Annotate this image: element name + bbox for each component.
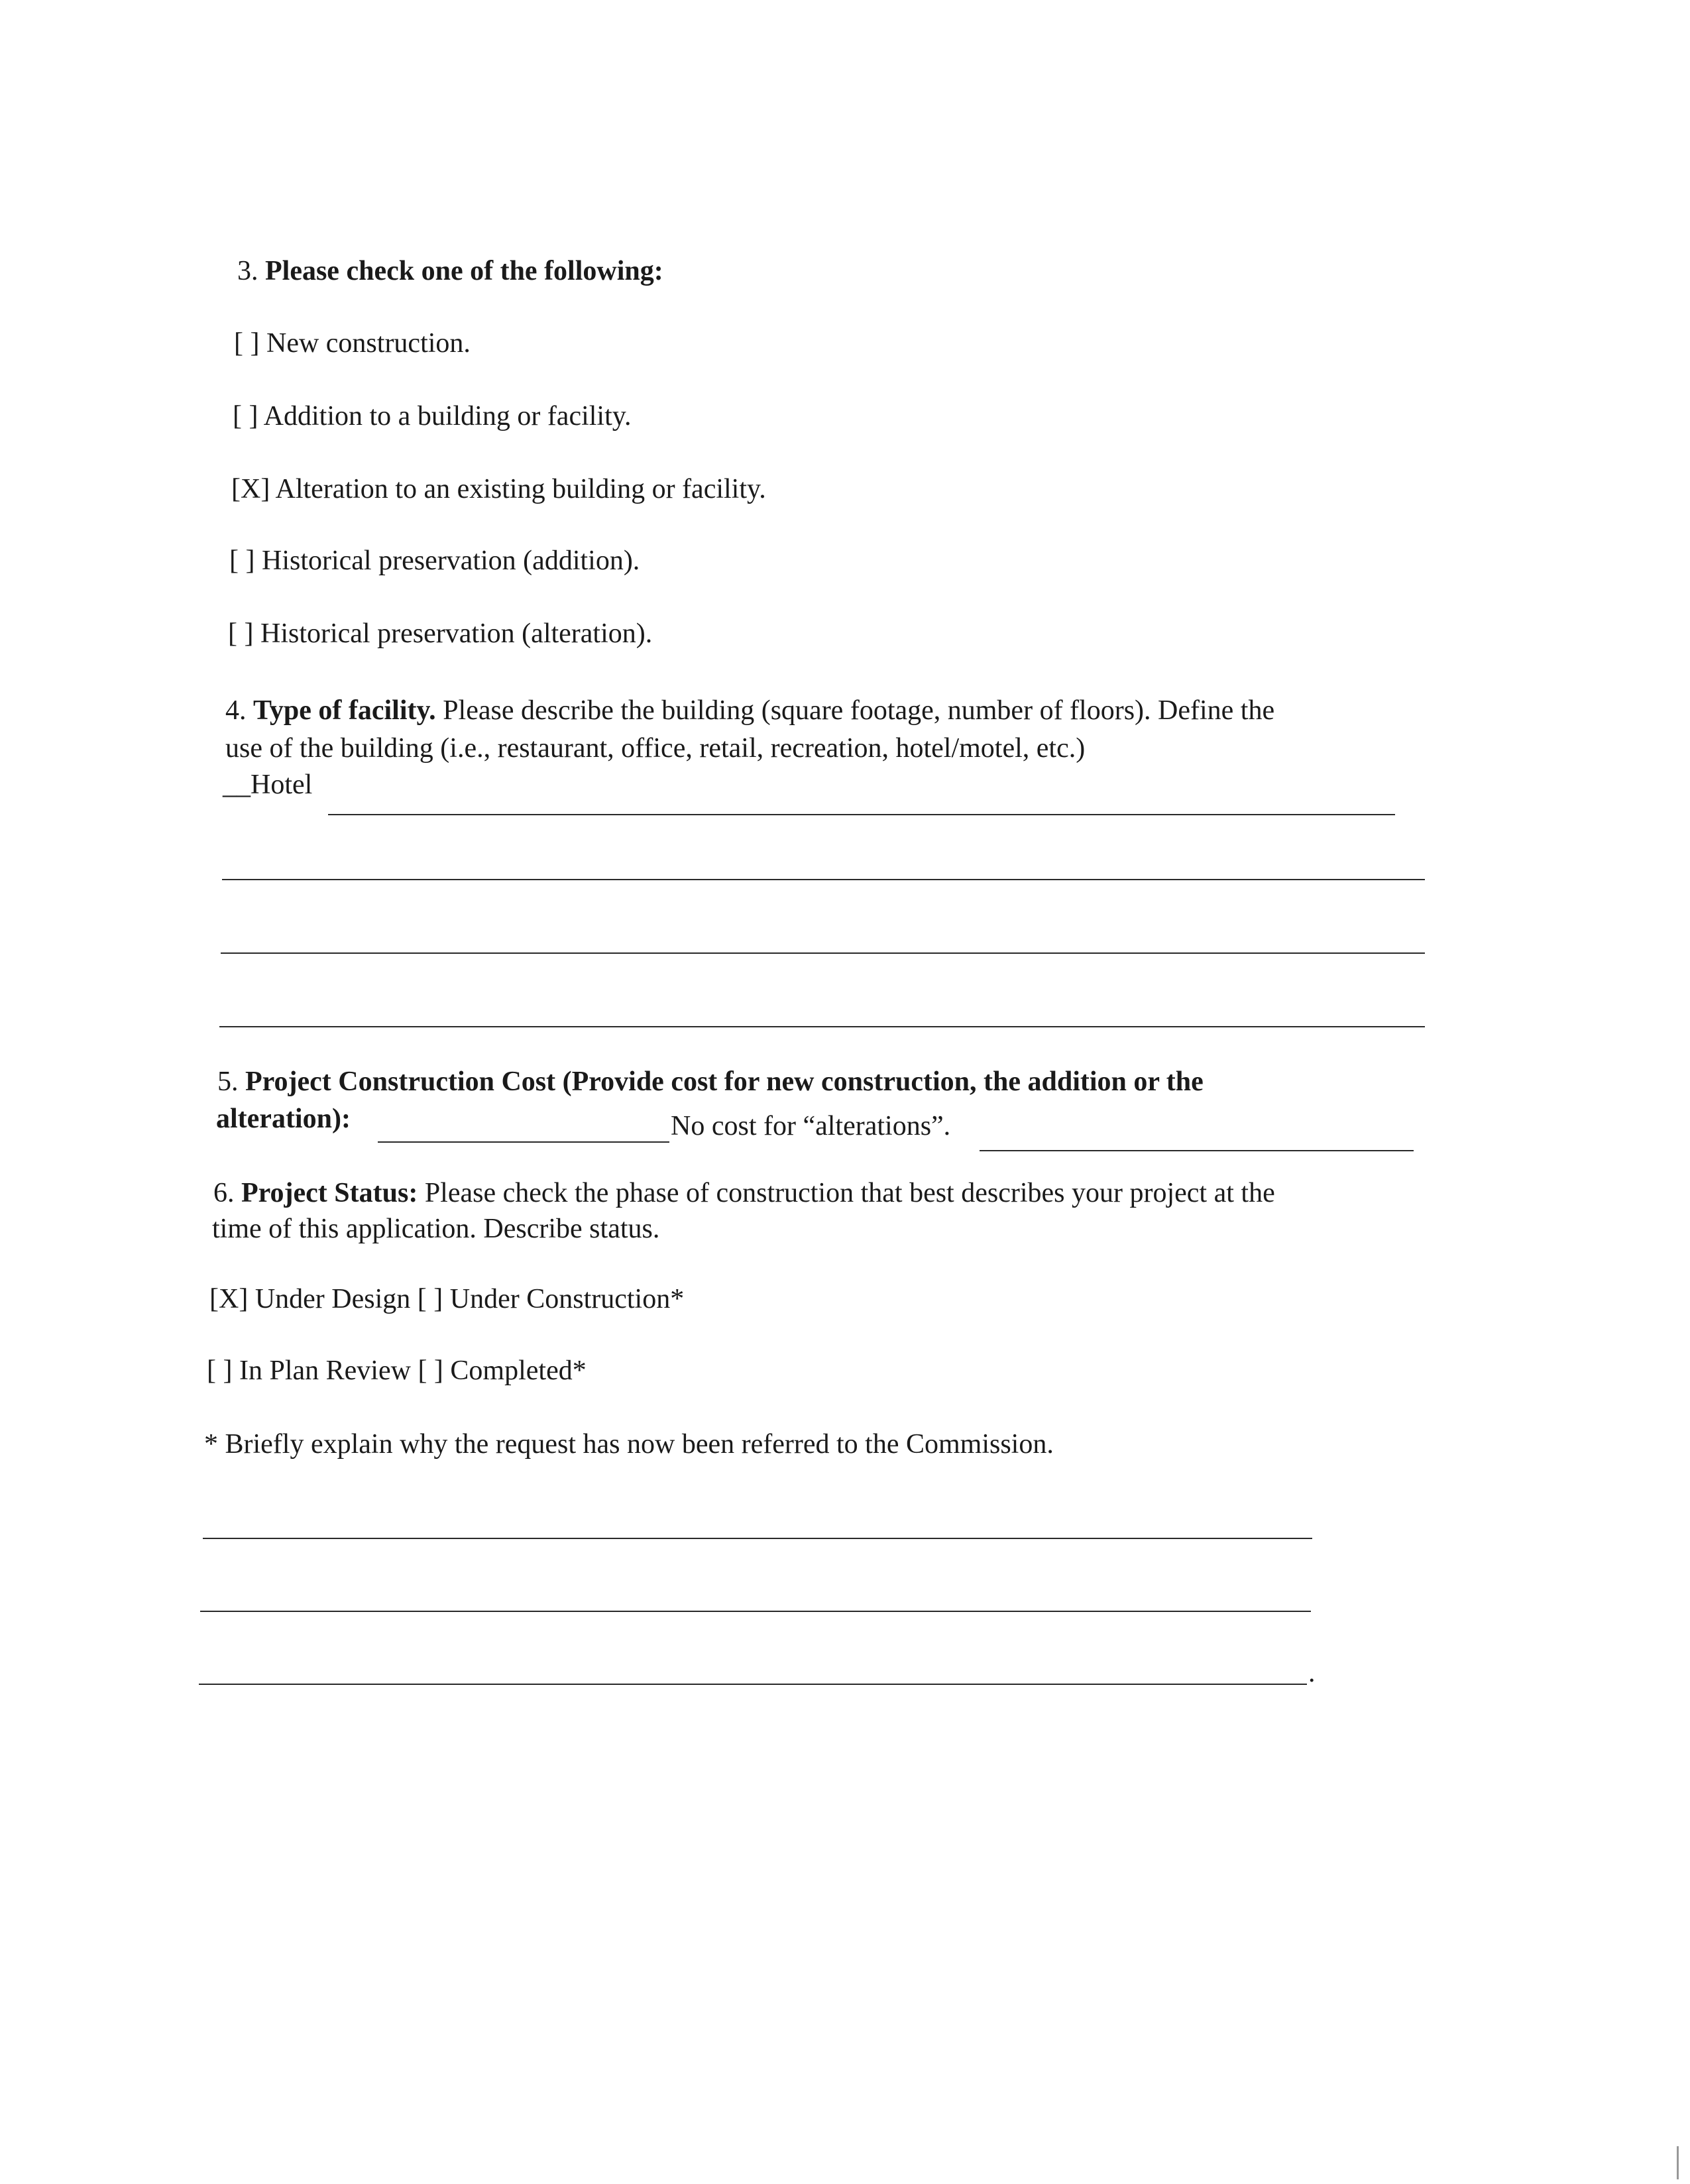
q4-answer-line-4[interactable] (219, 1026, 1425, 1027)
q6-heading: Project Status: (241, 1178, 418, 1208)
q6-number: 6. (213, 1178, 235, 1208)
note-answer-line-1[interactable] (203, 1538, 1312, 1539)
q4-number: 4. (225, 695, 247, 726)
q3-option-addition[interactable] (233, 400, 632, 432)
q6-line2 (212, 1213, 659, 1245)
q3-option-new-construction[interactable] (234, 327, 471, 359)
q3-heading (237, 255, 663, 287)
option-label: Historical preservation (addition). (261, 546, 640, 576)
q4-answer-line-3[interactable] (221, 952, 1425, 954)
q5-answer[interactable]: No cost for “alterations”. (671, 1111, 951, 1141)
option-label: New construction. (266, 328, 471, 359)
q6-text-1: Please check the phase of construction that best describes your project at the (424, 1178, 1275, 1208)
q3-heading-text: Please check one of the following: (265, 256, 663, 286)
checkbox-mark[interactable]: [ ] (418, 1355, 443, 1386)
option-label: Historical preservation (alteration). (260, 618, 653, 649)
q3-option-historical-alteration[interactable] (228, 618, 652, 650)
q6-option-completed[interactable] (418, 1355, 586, 1386)
q6-text-2: time of this application. Describe status. (212, 1214, 660, 1244)
q3-option-historical-addition[interactable] (229, 545, 640, 577)
note-text: * Briefly explain why the request has now been referred to the Commission. (204, 1429, 1054, 1460)
q3-number: 3. (237, 256, 258, 286)
q6-line1 (213, 1177, 1275, 1209)
option-label: Completed* (450, 1355, 587, 1386)
checkbox-mark[interactable]: [X] (231, 474, 270, 504)
q4-text-1: Please describe the building (square footage, number of floors). Define the (443, 695, 1275, 726)
q5-number: 5. (217, 1066, 239, 1097)
note-answer-line-2[interactable] (200, 1611, 1311, 1612)
option-label: Under Construction* (449, 1284, 685, 1314)
checkbox-mark[interactable]: [ ] (229, 546, 255, 576)
q5-heading-2: alteration): (216, 1104, 351, 1134)
q6-option-under-design[interactable] (209, 1284, 418, 1314)
q6-option-in-plan-review[interactable] (207, 1355, 418, 1386)
checkbox-mark[interactable]: [ ] (417, 1284, 443, 1314)
q5-line2 (216, 1103, 351, 1135)
checkbox-mark[interactable]: [ ] (228, 618, 254, 649)
q4-line1 (225, 695, 1274, 726)
checkbox-mark[interactable]: [ ] (233, 401, 258, 431)
q4-line2 (225, 732, 1085, 764)
q5-trailing-line[interactable] (980, 1150, 1414, 1151)
note-trailing-period: . (1308, 1658, 1316, 1688)
checkbox-mark[interactable]: [ ] (234, 328, 260, 359)
checkbox-mark[interactable]: [X] (209, 1284, 249, 1314)
q5-heading-1: Project Construction Cost (Provide cost for new construction, the addition or the (245, 1066, 1204, 1097)
q6-option-under-construction[interactable] (418, 1284, 684, 1314)
scan-edge-mark (1677, 2146, 1679, 2179)
option-label: In Plan Review (239, 1355, 411, 1386)
q5-blank-line[interactable] (378, 1141, 669, 1143)
q4-answer-prefix: __ (223, 770, 251, 800)
q4-heading: Type of facility. (253, 695, 436, 726)
q4-answer-line-1[interactable] (328, 814, 1395, 815)
note-answer-line-3[interactable] (199, 1684, 1307, 1685)
q4-answer-line-2[interactable] (222, 879, 1425, 880)
q6-option-row-2 (207, 1355, 587, 1387)
option-label: Alteration to an existing building or facility. (275, 474, 766, 504)
option-label: Addition to a building or facility. (263, 401, 632, 431)
q3-option-alteration[interactable] (231, 473, 766, 505)
checkbox-mark[interactable]: [ ] (207, 1355, 233, 1386)
q4-text-2: use of the building (i.e., restaurant, office, retail, recreation, hotel/motel, etc.) (225, 733, 1086, 764)
q5-line1 (217, 1066, 1204, 1098)
q6-option-row-1 (209, 1283, 684, 1315)
option-label: Under Design (254, 1284, 411, 1314)
q4-answer[interactable]: Hotel (251, 770, 313, 800)
q4-answer-field[interactable] (223, 769, 312, 801)
